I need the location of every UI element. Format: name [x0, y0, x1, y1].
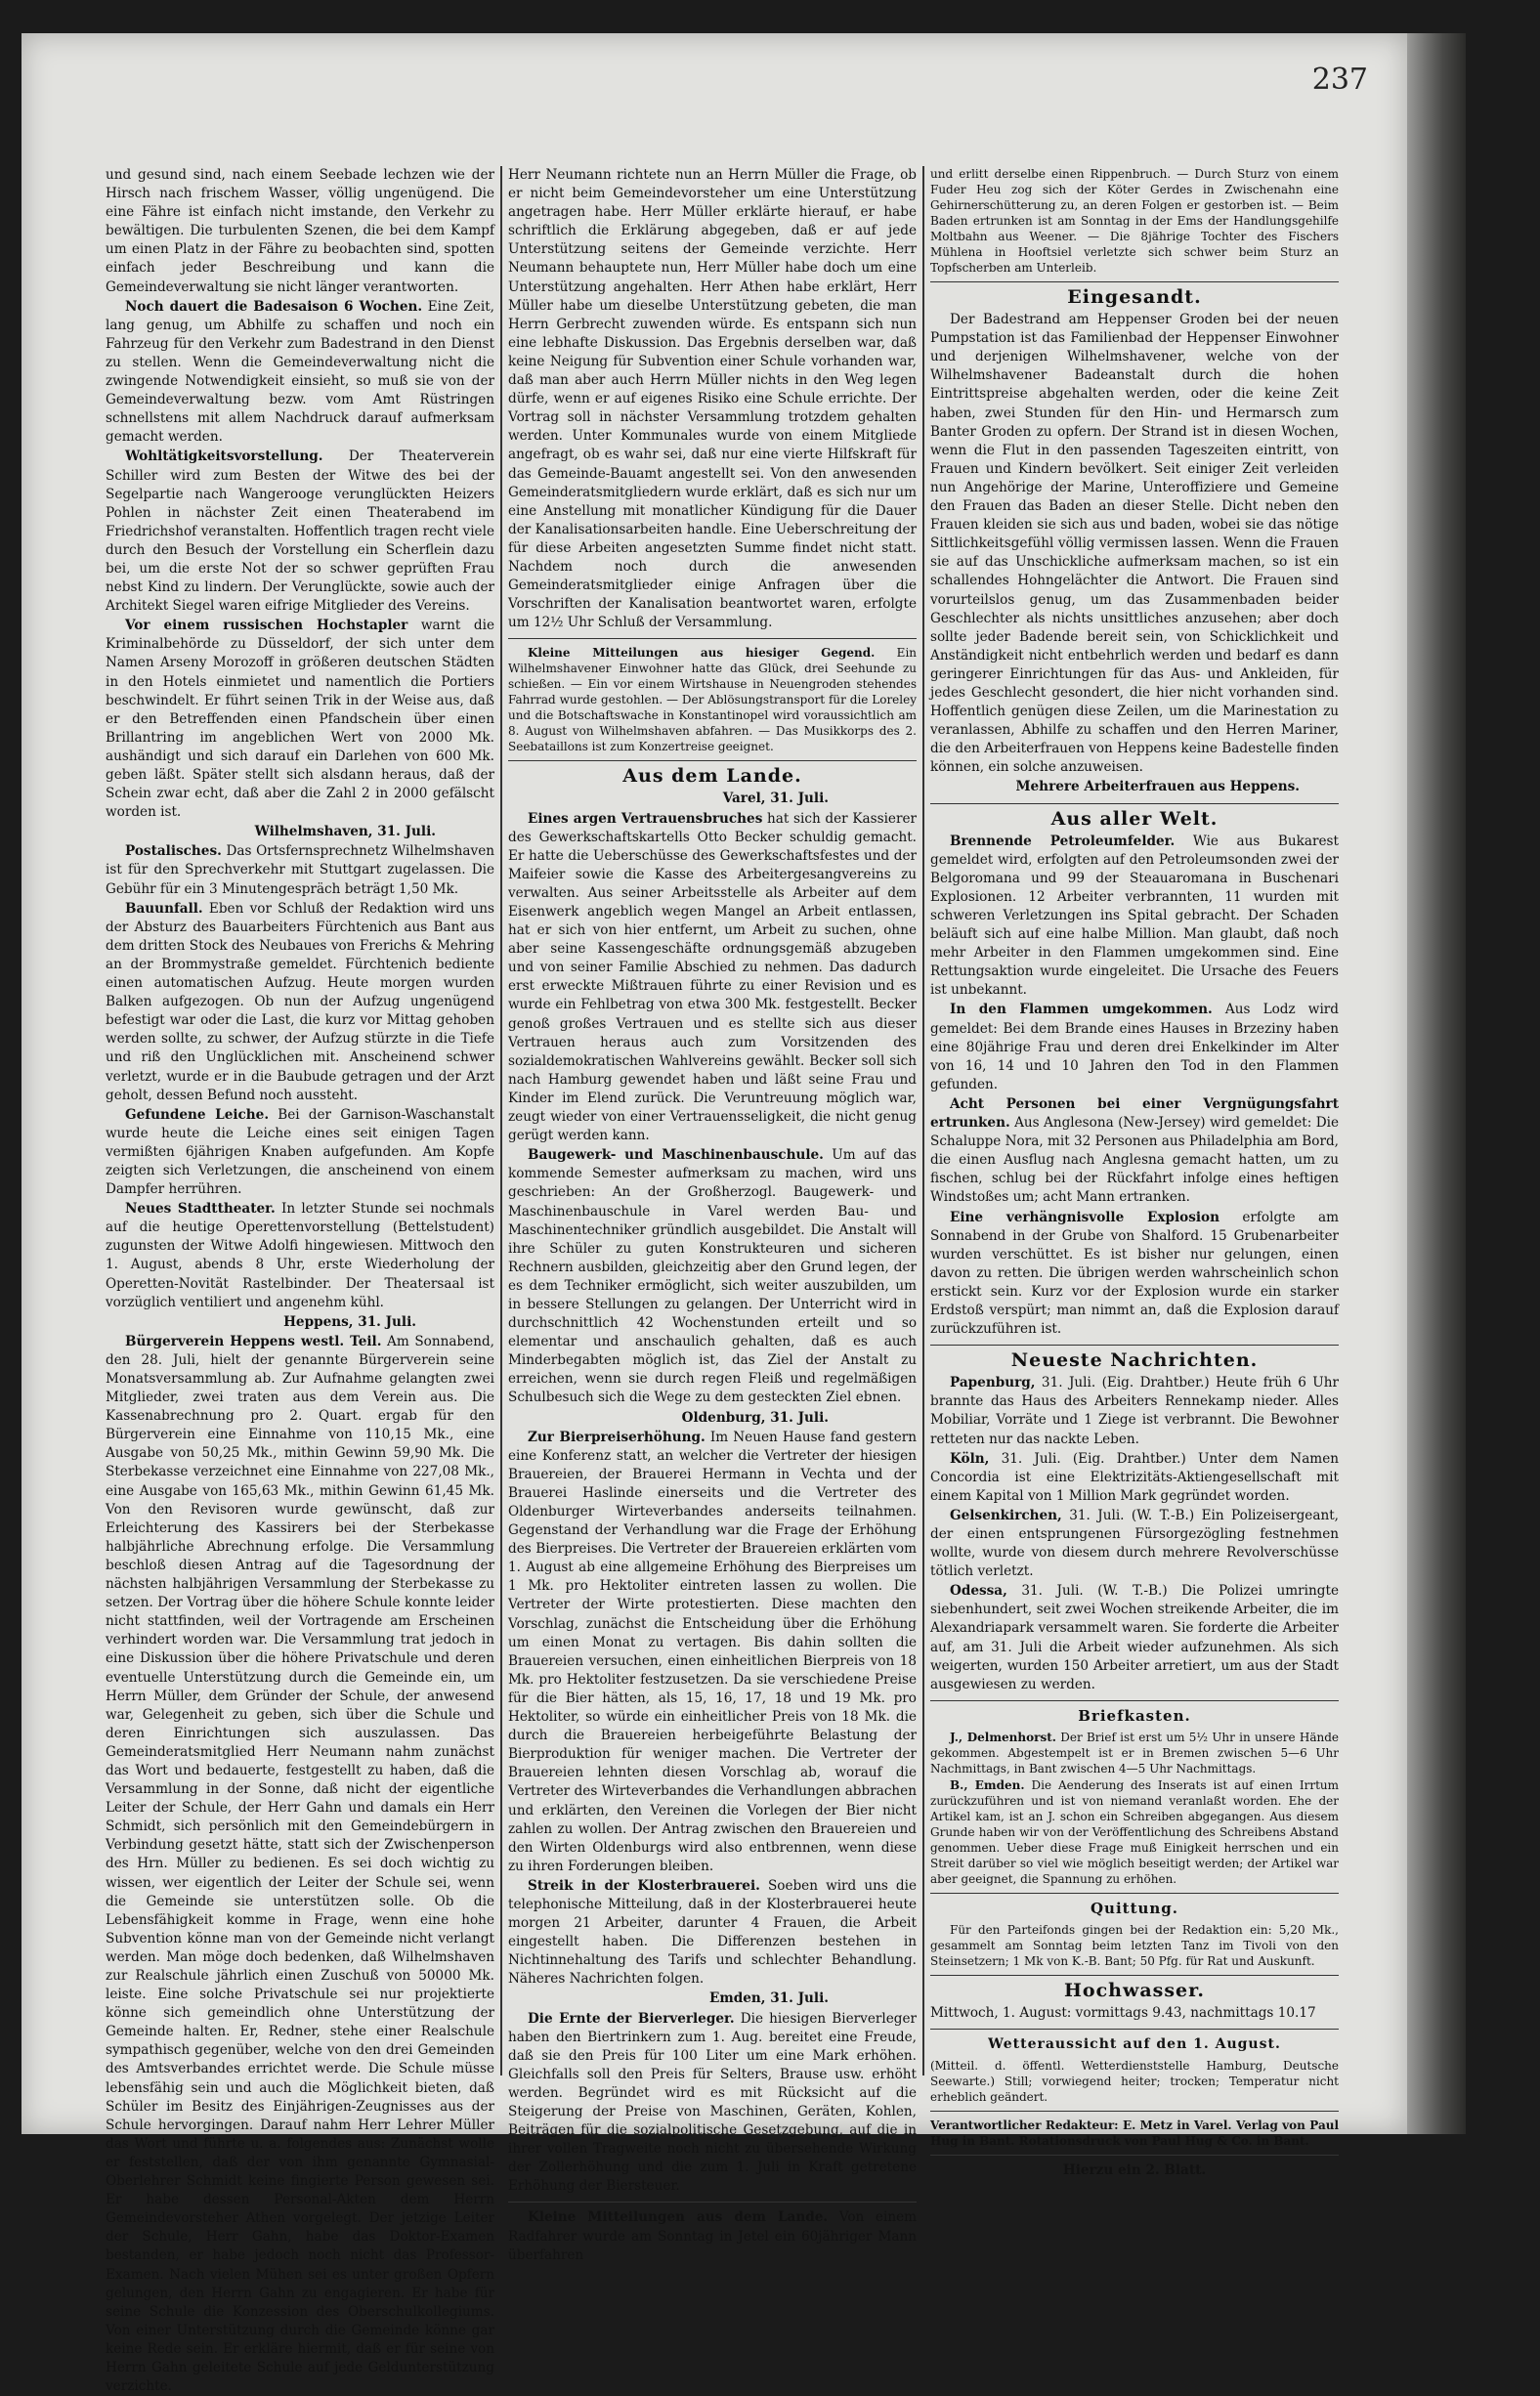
- article-text: und erlitt derselbe einen Rippenbruch. — Durch Sturz von einem Fuder Heu zog sich der Köter Gerdes in Zwischenahn eine Gehirnerschütterung zu, an deren Folgen er gestorben ist. — Beim Baden ertrunken ist am Sonntag in der Ems der Handlungsgehilfe Moltbahn aus Weener. — Die 8jährige Tochter des Fischers Mühlena in Hooftsiel verletzte sich schwer beim Sturz an Topfscherben am Unterleib.: [930, 167, 1339, 275]
- section-heading: Hochwasser.: [1063, 1980, 1206, 2002]
- dateline: Wilhelmshaven, 31. Juli.: [254, 824, 436, 840]
- article-text: Wie aus Bukarest gemeldet wird, erfolgten auf den Petroleumsonden zwei der Belgoromana und 99 der Steauaromana in Buschenari Explosionen. 12 Arbeiter verbrannten, 11 wurden mit schweren Verletzungen ins Spital gebracht. Der Schaden beläuft sich auf eine halbe Million. Man glaubt, daß noch mehr Arbeiter in den Flammen umgekommen sind. Eine Rettungsaktion wurde eingeleitet. Die Ursache des Feuers ist unbekannt.: [930, 833, 1339, 999]
- article-heading: Neues Stadttheater.: [125, 1201, 276, 1218]
- article: [508, 1877, 917, 1990]
- article-text: hat sich der Kassierer des Gewerkschaftskartells Otto Becker schuldig gemacht. Er hatte die Ueberschüsse des Gewerkschaftsfestes und der Maifeier sowie die Kasse des Arbeitergesangvereins zu verwalten. Aus seiner Arbeitsstelle als Arbeiter auf dem Eisenwerk angeblich wegen Mangel an Arbeit entlassen, hat er sich von hier entfernt, um Arbeit zu suchen, ohne aber seine Kassengeschäfte ordnungsgemäß abzugeben und von seiner Familie Abschied zu nehmen. Das dadurch erst erweckte Mißtrauen führte zu einer Revision und es wurde ein Fehlbetrag von etwa 300 Mk. festgestellt. Becker genoß großes Vertrauen und es stellte sich aus dieser Vertrauen heraus auch zum Vorsitzenden des sozialdemokratischen Wahlvereins gewählt. Becker soll sich nach Hamburg gewendet haben und läßt seine Frau und Kinder im Elend zurück. Die Veruntreuung möglich war, zeugt wieder von einer Vertrauensseligkeit, die nicht genug gerügt werden kann.: [508, 810, 917, 1144]
- article-heading: Eines argen Vertrauensbruches: [528, 810, 763, 827]
- article: [930, 1095, 1339, 1208]
- article-text: Eben vor Schluß der Redaktion wird uns der Absturz des Bauarbeiters Fürchtenich aus Bant aus dem dritten Stock des Neubaues von Frerichs & Mehring an der Brommystraße gemeldet. Fürchtenich bediente einen automatischen Aufzug. Heute morgen wurden Balken aufgezogen. Ob nun der Aufzug ungenügend befestigt war oder die Last, die kurz vor Mittag gehoben werden sollte, zu schwer, der Aufzug stürzte in die Tiefe und riß den Unglücklichen mit. Anscheinend schwer verletzt, wurde er in die Baubude getragen und der Arzt geholt, dessen Befund noch aussteht.: [106, 900, 494, 1103]
- divider: [930, 2029, 1339, 2030]
- article-heading: Postalisches.: [125, 843, 222, 860]
- section-heading: Quittung.: [1090, 1899, 1179, 1917]
- article-text: Das Ortsfernsprechnetz Wilhelmshaven ist für den Sprechverkehr mit Stuttgart zugelassen. Die Gebühr für ein 3 Minutengespräch beträgt 1,50 Mk.: [106, 843, 494, 897]
- column-rule: [500, 166, 502, 2075]
- divider: [930, 2155, 1339, 2156]
- divider: [930, 1700, 1339, 1701]
- article-text: Für den Parteifonds gingen bei der Redaktion ein: 5,20 Mk., gesammelt am Sonntag beim letzten Tanz im Tivoli von den Steinsetzern; 1 Mk von K.-B. Bant; 50 Pfg. für Rat und Auskunft.: [930, 1923, 1339, 1969]
- article-heading: B., Emden.: [950, 1777, 1025, 1792]
- article-heading: Eine verhängnisvolle Explosion: [950, 1209, 1219, 1225]
- article-heading: Kleine Mitteilungen aus hiesiger Gegend.: [528, 646, 876, 661]
- article-text: warnt die Kriminalbehörde zu Düsseldorf, der sich unter dem Namen Arseny Morozoff in größeren deutschen Städten in den Hotels einmietet und namentlich die Portiers beschwindelt. Er führt seinen Trik in der Weise aus, daß er den Betreffenden einen Pfandschein über einen Brillantring im angeblichen Wert von 2000 Mk. aushändigt und sich darauf ein Darlehen von 600 Mk. geben läßt. Später stellt sich alsdann heraus, daß der Schein zwar echt, daß aber die Zahl 2 in 2000 gefälscht worden ist.: [106, 618, 494, 821]
- dateline: Oldenburg, 31. Juli.: [681, 1409, 829, 1426]
- tide-times: Mittwoch, 1. August: vormittags 9.43, nachmittags 10.17: [930, 2005, 1316, 2022]
- article-heading: Papenburg,: [950, 1375, 1036, 1391]
- article-text: Der Theaterverein Schiller wird zum Besten der Witwe des bei der Segelpartie nach Wangerooge verunglückten Heizers Pohlen in nächster Zeit einen Theaterabend im Friedrichshof veranstalten. Hoffentlich tragen recht viele durch den Besuch der Vorstellung ein Scherflein dazu bei, um die erste Not der so schwer geprüften Frau nebst Kind zu lindern. Der Verunglückte, sowie auch der Architekt Siegel waren eifrige Mitglieder des Vereins.: [106, 449, 494, 615]
- article: [106, 617, 494, 822]
- article-heading: In den Flammen umgekommen.: [950, 1002, 1213, 1018]
- article: [106, 448, 494, 616]
- article-text: Von einem Radfahrer wurde am Sonntag in Jetel ein 60jähriger Mann überfahren: [508, 2209, 918, 2263]
- article: [508, 2010, 917, 2197]
- article-text: Soeben wird uns die telephonische Mitteilung, daß in der Klosterbrauerei heute morgen 21 Arbeiter, darunter 4 Frauen, die Arbeit eingestellt haben. Die Differenzen bestehen in Nichtinnehaltung des Tarifs und schlechter Behandlung. Näheres Nachrichten folgen.: [508, 1877, 918, 1988]
- section-heading: Aus aller Welt.: [1050, 807, 1219, 830]
- article-text: erfolgte am Sonnabend in der Grube von Shalford. 15 Grubenarbeiter wurden verschüttet. Es ist bisher nur gelungen, einen davon zu retten. Die übrigen werden wahrscheinlich schon erstickt sein. Kurz vor der Explosion wurde ein starker Erdstoß verspürt; man nimmt an, daß die Explosion darauf zurückzuführen ist.: [930, 1209, 1339, 1338]
- article-text: 31. Juli. (W. T.-B.) Ein Polizeisergeant, der einen entsprungenen Fürsorgezögling festnehmen wollte, wurde von diesem durch mehrere Revolverschüsse tötlich verletzt.: [930, 1507, 1339, 1580]
- column-rule: [922, 166, 924, 2075]
- article: [106, 1333, 494, 2396]
- book-spine: [1407, 33, 1466, 2134]
- article-text: und gesund sind, nach einem Seebade lechzen wie der Hirsch nach frischem Wasser, völlig ungenügend. Die eine Fähre ist einfach nicht imstande, den Verkehr zu bewältigen. Die turbulenten Szenen, die bei dem Kampf um einen Platz in der Fähre zu beobachten sind, spotten einfach jeder Beschreibung und kann die Gemeindeverwaltung sie nicht länger verantworten.: [106, 167, 494, 295]
- article-heading: Wohltätigkeitsvorstellung.: [125, 449, 323, 465]
- article: [930, 1001, 1339, 1093]
- dateline: Heppens, 31. Juli.: [283, 1313, 416, 1330]
- footer-note: Hierzu ein 2. Blatt.: [1062, 2162, 1207, 2179]
- article-text: Der Badestrand am Heppenser Groden bei der neuen Pumpstation ist das Familienbad der Heppenser Einwohner und derjenigen Wilhelmshavener, welche von der Wilhelmshavener Badeanstalt durch die hohen Eintrittspreise abgehalten werden, oder die keine Zeit haben, zwei Stunden für den Hin- und Hermarsch zum Banter Groden zu opfern. Der Strand ist in diesen Wochen, wenn die Flut in den passenden Tageszeiten eintritt, von Frauen und Kindern bevölkert. Seit einiger Zeit verleiden nun Angehörige der Marine, Unteroffiziere und Gemeine den Frauen das Baden an dieser Stelle. Dicht neben den Frauen kleiden sie sich aus und baden, wobei sie das nötige Sittlichkeitsgefühl völlig vermissen lassen. Wenn die Frauen sie auf das Unschickliche aufmerksam machen, so ist ein schallendes Hohngelächter die Antwort. Die Frauen sind vorurteilslos genug, um das Zusammenbaden beider Geschlechter als nichts unsittliches anzusehen; aber doch sollte jeder Badende bereit sein, von Schicklichkeit und Anständigkeit nicht entbehrlich werden und bedarf es dann geringerer Einrichtungen für das Aus- und Ankleiden, für jedes Geschlecht gesondert, die hier nicht vorhanden sind. Hoffentlich genügen diese Zeilen, um die Marinestation zu veranlassen, Abhilfe zu schaffen und den Herren Mariner, die den Arbeiterfrauen von Heppens keine Badestelle finden können, ein solche anzuweisen.: [930, 312, 1339, 776]
- article: [106, 842, 494, 898]
- article-heading: Bürgerverein Heppens westl. Teil.: [125, 1333, 382, 1349]
- article-heading: Die Ernte der Bierverleger.: [528, 2010, 735, 2027]
- article: [930, 1450, 1339, 1506]
- article-heading: Baugewerk- und Maschinenbauschule.: [528, 1147, 824, 1164]
- article-heading: Kleine Mitteilungen aus dem Lande.: [528, 2209, 829, 2226]
- divider: [930, 803, 1339, 804]
- article-text: Aus Lodz wird gemeldet: Bei dem Brande eines Hauses in Brzeziny haben eine 80jährige Frau und deren drei Enkelkinder im Alter von 16, 14 und 10 Jahren den Tod in den Flammen gefunden.: [930, 1002, 1339, 1092]
- divider: [508, 760, 917, 761]
- divider: [508, 638, 917, 639]
- article-text: Eine Zeit, lang genug, um Abhilfe zu schaffen und noch ein Fahrzeug für den Verkehr zum Badestrand in den Dienst zu stellen. Wenn die Gemeindeverwaltung nicht die zwingende Notwendigkeit einsieht, so muß sie von der Gemeindeverwaltung bezw. vom Amt Rüstringen schnellstens mit allem Nachdruck darauf aufmerksam gemacht werden.: [106, 298, 494, 446]
- article-heading: Odessa,: [950, 1583, 1007, 1600]
- article-text: 31. Juli. (Eig. Drahtber.) Heute früh 6 Uhr brannte das Haus des Arbeiters Rennekamp nieder. Alles Mobiliar, Vorräte und 1 Ziege ist verbrannt. Die Bewohner retteten nur das nackte Leben.: [930, 1375, 1339, 1447]
- article-heading: Brennende Petroleumfelder.: [950, 833, 1176, 849]
- article: [508, 2208, 917, 2264]
- article: [930, 1209, 1339, 1340]
- article: [106, 900, 494, 1105]
- article: [930, 833, 1339, 1001]
- column-1: [106, 166, 494, 2395]
- article-text: Der Brief ist erst um 5½ Uhr in unsere Hände gekommen. Abgestempelt ist er in Bremen zwischen 5—6 Uhr Nachmittags, in Bant zwischen 4—5 Uhr Nachmittags.: [930, 1730, 1339, 1776]
- section-heading: Briefkasten.: [1078, 1706, 1191, 1725]
- page-number: 237: [1311, 63, 1368, 97]
- section-heading: Wetteraussicht auf den 1. August.: [988, 2036, 1281, 2053]
- divider: [930, 2111, 1339, 2112]
- column-3: [930, 166, 1339, 2179]
- article: [930, 1374, 1339, 1448]
- article-text: 31. Juli. (W. T.-B.) Die Polizei umringte siebenhundert, seit zwei Wochen streikende Arbeiter, die im Alexandriapark versammelt waren. Sie forderte die Arbeiter auf, am 31. Juli die Arbeit wieder aufzunehmen. Als sich weigerten, wurden 150 Arbeiter arretiert, um aus der Stadt ausgewiesen zu werden.: [930, 1583, 1339, 1692]
- article-heading: Streik in der Klosterbrauerei.: [528, 1877, 760, 1894]
- article: [508, 1146, 917, 1407]
- dateline: Emden, 31. Juli.: [708, 1990, 829, 2007]
- article-heading: Zur Bierpreiserhöhung.: [528, 1429, 706, 1445]
- article: [106, 1106, 494, 1199]
- article: [106, 1200, 494, 1312]
- weather-text: (Mitteil. d. öffentl. Wetterdienststelle Hamburg, Deutsche Seewarte.) Still; vorwiegend heiter; trocken; Temperatur nicht erheblich geändert.: [930, 2059, 1339, 2105]
- article: [508, 810, 917, 1146]
- article-text: Im Neuen Hause fand gestern eine Konferenz statt, an welcher die Vertreter der hiesigen Brauereien, der Brauerei Hermann in Vechta und der Brauerei Haslinde einerseits und die Vertreter des Oldenburger Wirteverbandes anderseits teilnahmen. Gegenstand der Verhandlung war die Frage der Erhöhung des Bierpreises. Die Vertreter der Brauereien erklärten vom 1. August ab eine allgemeine Erhöhung des Bierpreises um 1 Mk. pro Hektoliter eintreten lassen zu wollen. Die Vertreter der Wirte protestierten. Diese machten den Vorschlag, zunächst die Entscheidung über die Erhöhung um einen Monat zu vertagen. Bis dahin sollten die Brauereien versuchen, einen einheitlichen Bierpreis von 18 Mk. pro Hektoliter festzusetzen. Da sie verschiedene Preise für die Bier hätten, als 15, 16, 17, 18 und 19 Mk. pro Hektoliter, so würde ein einheitlicher Preis von 18 Mk. die durch die Brauereien herbeigeführte Belastung der Bierproduktion für weniger machen. Die Vertreter der Brauereien lehnten diesen Vorschlag ab, worauf die Vertreter des Wirteverbandes die Verhandlungen abbrachen und erklärten, den Vereinen die Vorlegen der Bier nicht zahlen zu wollen. Der Antrag zwischen den Brauereien und den Wirten Oldenburgs wird also entbrennen, wenn diese zu ihren Forderungen bleiben.: [508, 1429, 917, 1874]
- divider: [508, 2202, 917, 2203]
- article-text: Die Aenderung des Inserats ist auf einen Irrtum zurückzuführen und ist von niemand veranlaßt worden. Ehe der Artikel kam, ist an J. schon ein Schreiben abgegangen. Aus diesem Grunde haben wir von der Veröffentlichung des Schreibens Abstand genommen. Ueber diese Frage muß Einigkeit herrschen und ein Streit darüber so viel wie möglich beseitigt werden; der Artikel war aber geeignet, die Spannung zu erhöhen.: [930, 1777, 1339, 1886]
- section-heading: Neueste Nachrichten.: [1010, 1349, 1259, 1372]
- article-text: Bei der Garnison-Waschanstalt wurde heute die Leiche eines seit einigen Tagen vermißten 6jährigen Knaben aufgefunden. Am Kopfe zeigten sich Verletzungen, die anscheinend von einem Dampfer herrühren.: [106, 1106, 494, 1198]
- article-heading: Noch dauert die Badesaison 6 Wochen.: [125, 298, 423, 315]
- divider: [930, 1975, 1339, 1976]
- article-heading: Vor einem russischen Hochstapler: [125, 618, 408, 634]
- article-text: Herr Neumann richtete nun an Herrn Müller die Frage, ob er nicht beim Gemeindevorsteher um eine Unterstützung angetragen habe. Herr Müller erklärte hierauf, er habe schriftlich die Erklärung abgegeben, daß er auf jede Unterstützung seitens der Gemeinde verzichte. Herr Neumann behauptete nun, Herr Müller habe doch um eine Unterstützung angehalten. Herr Athen habe erklärt, Herr Müller habe um dieselbe Unterstützung gebeten, die man Herrn Gerbrecht zuwenden würde. Es entspann sich nun eine lebhafte Diskussion. Das Ergebnis derselben war, daß keine Neigung für Subvention einer Schule vorhanden war, daß man aber auch Herrn Müller nichts in den Weg legen dürfe, wenn er auf eigenes Risiko eine Schule errichte. Der Vortrag soll in nächster Versammlung trotzdem gehalten werden. Unter Kommunales wurde von einem Mitgliede angefragt, ob es wahr sei, daß nur eine vierte Hilfskraft für das Gemeinde-Bauamt angestellt sei. Von den anwesenden Gemeinderatsmitgliedern wurde erklärt, daß es sich nur um eine Anstellung mit monatlicher Kündigung für die Dauer der Kanalisationsarbeiten handle. Eine Ueberschreitung der für diese Arbeiten angesetzten Summe findet nicht statt. Nachdem noch durch die anwesenden Gemeinderatsmitglieder einige Anfragen über die Vorschriften der Kanalisation beantwortet waren, erfolgte um 12½ Uhr Schluß der Versammlung.: [508, 167, 917, 631]
- section-heading: Eingesandt.: [1067, 286, 1202, 308]
- article-heading: Acht Personen bei einer Vergnügungsfahrt ertrunken.: [930, 1095, 1339, 1132]
- article-heading: J., Delmenhorst.: [950, 1730, 1056, 1744]
- article-text: Aus Anglesona (New-Jersey) wird gemeldet: Die Schaluppe Nora, mit 32 Personen aus Philadelphia am Bord, die einen Ausflug nach Anglesna gemacht hatten, um zu fischen, schlug bei der Rückfahrt infolge eines heftigen Windstoßes um; acht Mann ertranken.: [930, 1115, 1339, 1206]
- divider: [930, 1893, 1339, 1894]
- newspaper-page: [21, 33, 1407, 2395]
- article-text: Die hiesigen Bierverleger haben den Biertrinkern zum 1. Aug. bereitet eine Freude, daß sie den Preis für 100 Liter um eine Mark erhöhen. Gleichfalls soll den Preis für Selters, Brause usw. erhöht werden. Begründet wird es mit Rücksicht auf die Steigerung der Preise von Maschinen, Geräten, Kohlen, Beiträgen für die sozialpolitische Gesetzgebung, auf die in ihrer vollen Tragweite noch nicht zu übersehende Wirkung der Zollerhöhung und die zum 1. Juli in Kraft getretene Erhöhung der Biersteuer.: [508, 2010, 917, 2195]
- article-text: In letzter Stunde sei nochmals auf die heutige Operettenvorstellung (Bettelstudent) zugunsten der Witwe Adolfi hingewiesen. Mittwoch den 1. August, abends 8 Uhr, erste Wiederholung der Operetten-Novität Rastelbinder. Der Theatersaal ist vorzüglich ventiliert und angenehm kühl.: [106, 1201, 494, 1310]
- section-heading: Aus dem Lande.: [622, 765, 802, 788]
- article: [930, 1582, 1339, 1694]
- article-text: Ein Wilhelmshavener Einwohner hatte das Glück, drei Seehunde zu schießen. — Ein vor einem Wirtshause in Neuengroden stehendes Fahrrad wurde gestohlen. — Der Ablösungstransport für die Loreley und die Botschaftswache in Konstantinopel wird voraussichtlich am 8. August von Wilhelmshaven abfahren. — Das Musikkorps des 2. Seebataillons ist zum Konzertreise geeignet.: [508, 646, 918, 754]
- article-text: Am Sonnabend, den 28. Juli, hielt der genannte Bürgerverein seine Monatsversammlung ab. Zur Aufnahme gelangten zwei Mitglieder, zwei traten aus dem Verein aus. Die Kassenabrechnung pro 2. Quart. ergab für den Bürgerverein eine Einnahme von 110,15 Mk., eine Ausgabe von 50,25 Mk., mithin Gewinn 59,90 Mk. Die Sterbekasse verzeichnet eine Einnahme von 227,08 Mk., eine Ausgabe von 165,63 Mk., mithin Gewinn 61,45 Mk. Von den Revisoren wurde gewünscht, daß zur Erleichterung des Kassirers bei der Sterbekasse halbjährliche Abrechnung erfolge. Die Versammlung beschloß diesen Antrag auf die Tagesordnung der nächsten halbjährigen Versammlung der Sterbekasse zu setzen. Der Vortrag über die höhere Schule konnte leider nicht stattfinden, weil der Vortragende am Erscheinen verhindert worden war. Die Versammlung trat jedoch in eine Diskussion über die höhere Privatschule und deren eventuelle Unterstützung durch die Gemeinde ein, um Herrn Müller, dem Gründer der Schule, der anwesend war, Gelegenheit zu geben, sich über die Schule und deren Einrichtungen sich auszulassen. Das Gemeinderatsmitglied Herr Neumann nahm zunächst das Wort und bedauerte, festgestellt zu haben, daß die Versammlung in der Sonne, daß nicht der eigentliche Leiter der Schule, der Herr Gahn und damals ein Herr Schmidt, sich persönlich mit den Gemeindebürgern in Verbindung gesetzt hätte, statt sich der Zwischenperson des Hrn. Müller zu bedienen. Es sei doch wichtig zu wissen, wer eigentlich der Leiter der Schule sei, wenn die Gemeinde sie unterstützen solle. Ob die Lebensfähigkeit komme in Frage, wenn eine hohe Subvention könne man von der Gemeinde nicht verlangt werden. Man möge doch bedenken, daß Wilhelmshaven zur Realschule jährlich einen Zuschuß von 50000 Mk. leiste. Eine solche Privatschule sei nur projektierte könne sich gemeindlich ohne Unterstützung der Gemeinde halten. Er, Redner, stehe einer Realschule sympathisch gegenüber, welche von den drei Gemeinden des Amtsverbandes errichtet werde. Die Schule müsse lebensfähig sein und auch die Möglichkeit bieten, daß Schüler im Besitz des Einjährigen-Zeugnisses aus der Schule hervorgingen. Darauf nahm Herr Lehrer Müller das Wort und führte u. a. folgendes aus: Zunächst wolle er feststellen, daß der von ihm genannte Gymnasial-Oberlehrer Schmidt keine fingierte Person gewesen sei. Er habe dessen Personal-Akten dem Herrn Gemeindevorsteher Athen vorgelegt. Der jetzige Leiter der Schule, Herr Gahn, habe das Doktor-Examen bestanden, er habe jedoch noch nicht das Professor-Examen. Nach vielen Mühen sei es unter großen Opfern gelungen, den Herrn Gahn zu engagieren. Er habe für seine Schule die Konzession des Oberschulkollegiums. Von einer Unterstützung durch die Gemeinde könne gar keine Rede sein. Er erkläre hiermit, daß er für seine von Herrn Gahn geleitete Schule auf jede Geldunterstützung verzichte.: [106, 1333, 494, 2395]
- article: [930, 1730, 1339, 1776]
- signature: Mehrere Arbeiterfrauen aus Heppens.: [1015, 779, 1300, 795]
- article: [930, 1777, 1339, 1887]
- article-heading: Gefundene Leiche.: [125, 1106, 270, 1123]
- article-heading: Köln,: [950, 1450, 990, 1467]
- article-text: 31. Juli. (Eig. Drahtber.) Unter dem Namen Concordia ist eine Elektrizitäts-Aktiengesellschaft mit einem Kapital von 1 Million Mark gegründet worden.: [930, 1450, 1339, 1504]
- article: [106, 298, 494, 448]
- dateline: Varel, 31. Juli.: [722, 791, 829, 807]
- article: [508, 645, 917, 754]
- article-text: Um auf das kommende Semester aufmerksam zu machen, wird uns geschrieben: An der Großherzogl. Baugewerk- und Maschinenbauschule in Varel werden Bau- und Maschinentechniker gründlich ausgebildet. Die Anstalt will ihre Schüler zu guten Konstrukteuren und sicheren Rechnern ausbilden, gleichzeitig aber den Grund legen, der es dem Techniker ermöglicht, sich weiter auszubilden, um in bessere Stellungen zu gelangen. Der Unterricht wird in durchschnittlich 42 Wochenstunden erteilt und so elementar und anschaulich gehalten, daß es auch Minderbegabten möglich ist, das Ziel der Anstalt zu erreichen, wenn sie durch regen Fleiß und regelmäßigen Schulbesuch sich die Wege zu dem gesteckten Ziel ebnen.: [508, 1147, 917, 1406]
- article-heading: Bauunfall.: [125, 900, 203, 917]
- imprint: Verantwortlicher Redakteur: E. Metz in Varel. Verlag von Paul Hug in Bant. Rotationsdruck von Paul Hug & Co. in Bant.: [930, 2118, 1339, 2149]
- article-heading: Gelsenkirchen,: [950, 1507, 1062, 1523]
- divider: [930, 1345, 1339, 1346]
- column-2: [508, 166, 918, 2263]
- article: [930, 1507, 1339, 1581]
- article: [508, 1429, 917, 1876]
- divider: [930, 281, 1339, 282]
